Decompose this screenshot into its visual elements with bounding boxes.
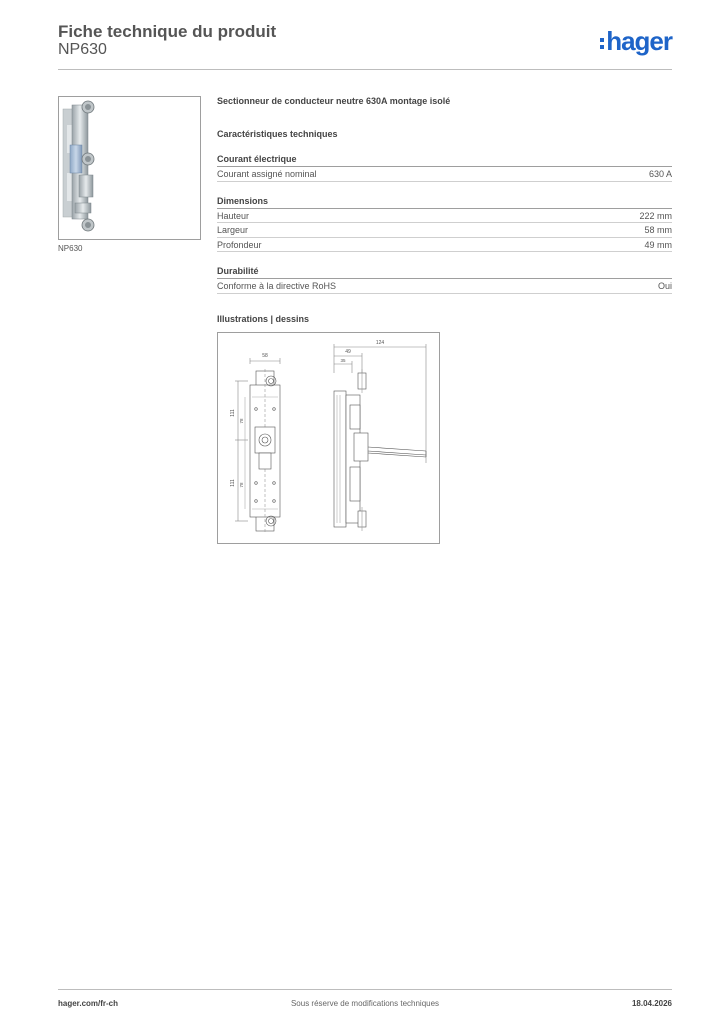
dim-height-d: 78 [239, 482, 244, 488]
logo-dots-icon [600, 38, 604, 49]
spec-value: Oui [657, 281, 672, 291]
illustrations-heading: Illustrations | dessins [217, 313, 310, 324]
characteristics-heading: Caractéristiques techniques [217, 129, 338, 139]
dim-front-width: 58 [262, 353, 268, 359]
page-header [58, 20, 672, 70]
footer-notice: Sous réserve de modifications techniques [290, 999, 440, 1008]
hager-logo [600, 26, 672, 56]
spec-row [217, 209, 672, 224]
group-title-durability: Durabilité [217, 266, 672, 279]
spec-row [217, 167, 672, 182]
product-photo-image [59, 97, 200, 239]
spec-value: 222 mm [639, 210, 672, 221]
technical-content [217, 96, 672, 326]
spec-value: 630 A [648, 169, 672, 179]
spec-label: Conforme à la directive RoHS [217, 281, 337, 291]
spec-label: Hauteur [217, 210, 250, 221]
footer-date: 18.04.2026 [631, 999, 672, 1008]
product-title: Sectionneur de conducteur neutre 630A montage isolé [217, 96, 451, 106]
page-footer [58, 989, 672, 1008]
product-photo [58, 96, 201, 240]
dim-depth-a: 49 [345, 349, 351, 355]
group-title-dimensions: Dimensions [217, 196, 672, 209]
dim-height-a: 111 [230, 409, 236, 417]
logo-wordmark: hager [606, 26, 672, 56]
dim-height-c: 78 [239, 418, 244, 424]
technical-drawing [217, 332, 440, 544]
spec-row [217, 223, 672, 238]
spec-label: Courant assigné nominal [217, 169, 317, 179]
spec-row [217, 279, 672, 294]
spec-label: Largeur [217, 225, 249, 235]
page-title: Fiche technique du produit [58, 22, 277, 41]
photo-caption: NP630 [58, 244, 83, 253]
group-title-electric: Courant électrique [217, 154, 672, 167]
spec-value: 58 mm [644, 225, 672, 235]
product-reference: NP630 [58, 41, 107, 58]
dimension-drawing [218, 333, 439, 543]
dim-height-b: 111 [230, 479, 236, 487]
dim-depth-b: 35 [340, 358, 346, 363]
spec-row [217, 238, 672, 253]
spec-value: 49 mm [644, 239, 672, 250]
spec-label: Profondeur [217, 239, 262, 250]
dim-depth-total: 124 [375, 340, 385, 346]
footer-website[interactable]: hager.com/fr-ch [58, 999, 119, 1008]
